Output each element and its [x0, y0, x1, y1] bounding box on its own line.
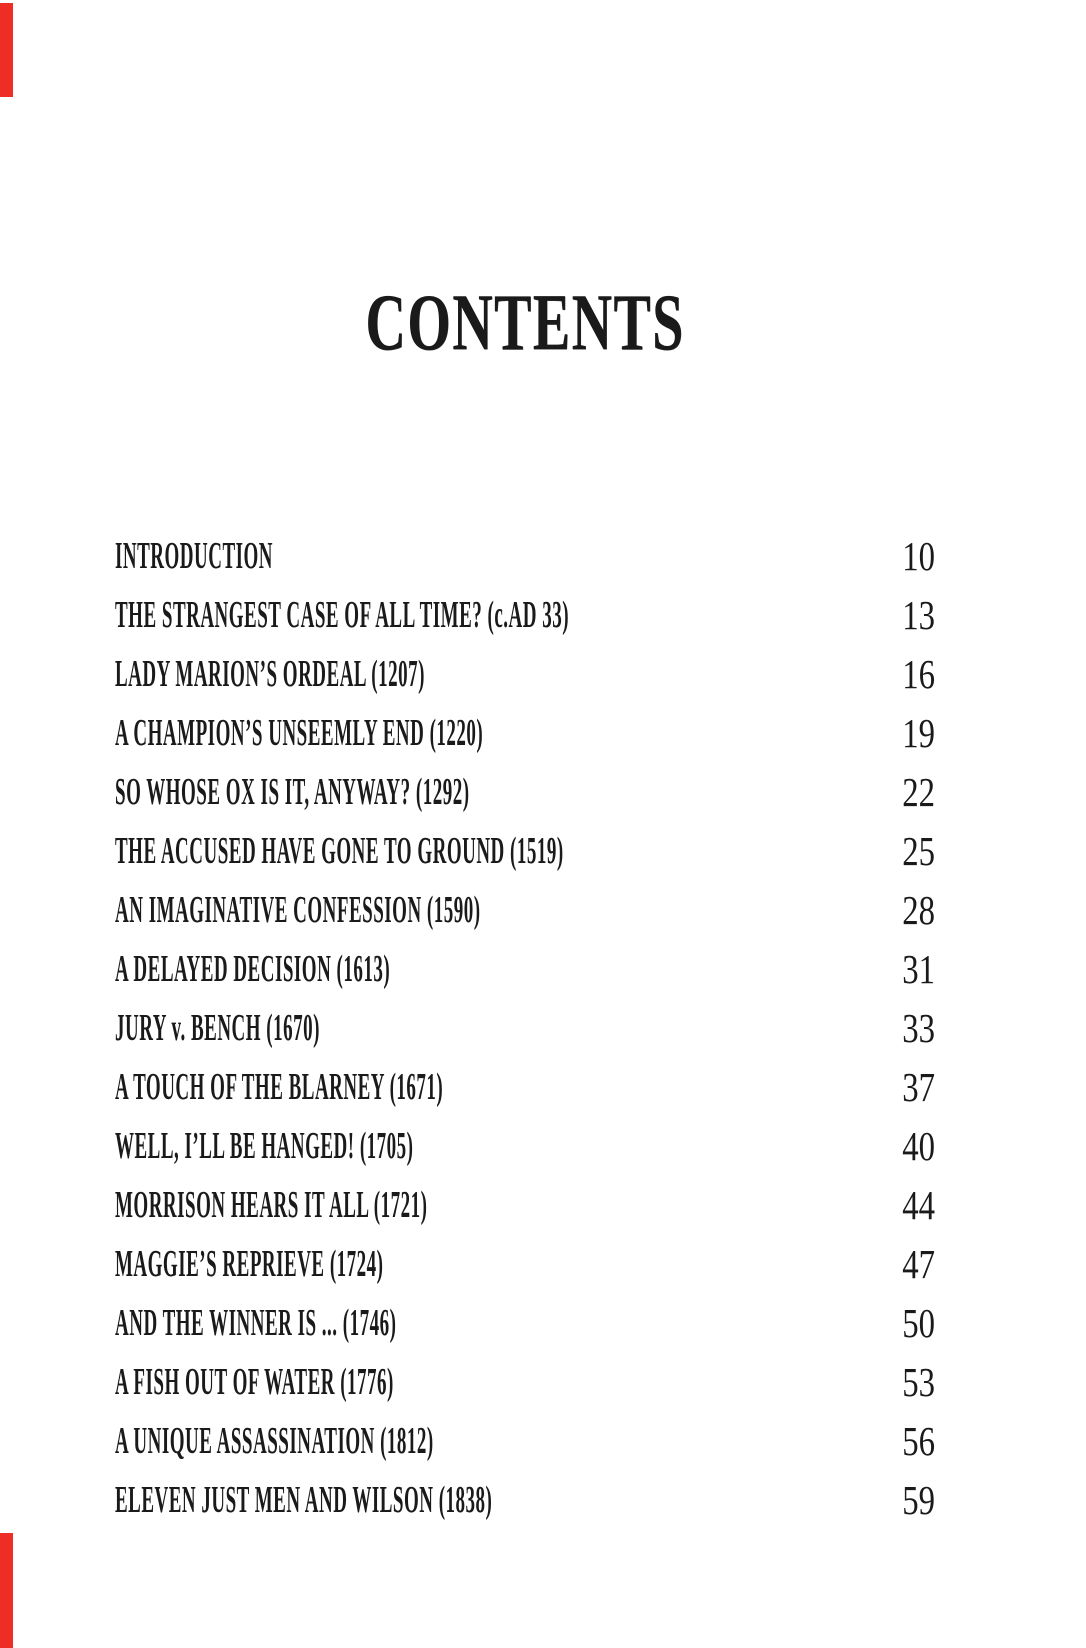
- toc-entry-page: 47: [902, 1241, 935, 1287]
- toc-entry-title: A CHAMPION’S UNSEEMLY END (1220): [115, 712, 484, 754]
- toc-row: [115, 1471, 935, 1530]
- toc-entry-title: A DELAYED DECISION (1613): [115, 948, 391, 990]
- toc-entry-page: 31: [902, 946, 935, 992]
- toc-entry-title: THE ACCUSED HAVE GONE TO GROUND (1519): [115, 830, 564, 872]
- toc-entry-page: 13: [902, 592, 935, 638]
- toc-row: [115, 1176, 935, 1235]
- toc-entry-page: 53: [902, 1359, 935, 1405]
- table-of-contents: [115, 527, 935, 1530]
- toc-entry-page: 16: [902, 651, 935, 697]
- toc-row: [115, 1058, 935, 1117]
- toc-entry-title: THE STRANGEST CASE OF ALL TIME? (c.AD 33): [115, 594, 570, 636]
- page-title: [115, 279, 935, 367]
- toc-entry-title: LADY MARION’S ORDEAL (1207): [115, 653, 425, 695]
- toc-row: [115, 1353, 935, 1412]
- toc-entry-title: MAGGIE’S REPRIEVE (1724): [115, 1243, 384, 1285]
- toc-entry-title: MORRISON HEARS IT ALL (1721): [115, 1184, 428, 1226]
- toc-entry-page: 33: [902, 1005, 935, 1051]
- toc-row: [115, 704, 935, 763]
- toc-entry-title: INTRODUCTION: [115, 535, 274, 577]
- toc-entry-title: AND THE WINNER IS ... (1746): [115, 1302, 397, 1344]
- toc-entry-page: 10: [902, 533, 935, 579]
- toc-entry-page: 37: [902, 1064, 935, 1110]
- toc-entry-page: 25: [902, 828, 935, 874]
- toc-entry-page: 40: [902, 1123, 935, 1169]
- page-title-text: CONTENTS: [365, 279, 685, 367]
- toc-row: [115, 1117, 935, 1176]
- scan-edge-marker-bottom: [0, 1533, 13, 1648]
- toc-row: [115, 1412, 935, 1471]
- toc-row: [115, 1294, 935, 1353]
- toc-entry-title: A FISH OUT OF WATER (1776): [115, 1361, 394, 1403]
- scan-edge-marker-top: [0, 3, 13, 97]
- toc-entry-title: ELEVEN JUST MEN AND WILSON (1838): [115, 1479, 493, 1521]
- toc-row: [115, 822, 935, 881]
- toc-entry-page: 59: [902, 1477, 935, 1523]
- toc-entry-page: 56: [902, 1418, 935, 1464]
- toc-entry-title: A UNIQUE ASSASSINATION (1812): [115, 1420, 434, 1462]
- toc-entry-title: SO WHOSE OX IS IT, ANYWAY? (1292): [115, 771, 470, 813]
- toc-row: [115, 881, 935, 940]
- toc-entry-page: 44: [902, 1182, 935, 1228]
- toc-entry-title: AN IMAGINATIVE CONFESSION (1590): [115, 889, 481, 931]
- toc-entry-page: 22: [902, 769, 935, 815]
- toc-row: [115, 940, 935, 999]
- toc-row: [115, 1235, 935, 1294]
- toc-row: [115, 645, 935, 704]
- toc-entry-title: WELL, I’LL BE HANGED! (1705): [115, 1125, 414, 1167]
- toc-row: [115, 586, 935, 645]
- toc-row: [115, 999, 935, 1058]
- toc-entry-page: 50: [902, 1300, 935, 1346]
- toc-row: [115, 763, 935, 822]
- toc-entry-page: 28: [902, 887, 935, 933]
- toc-entry-title: JURY v. BENCH (1670): [115, 1007, 320, 1049]
- toc-entry-page: 19: [902, 710, 935, 756]
- toc-row: [115, 527, 935, 586]
- toc-entry-title: A TOUCH OF THE BLARNEY (1671): [115, 1066, 444, 1108]
